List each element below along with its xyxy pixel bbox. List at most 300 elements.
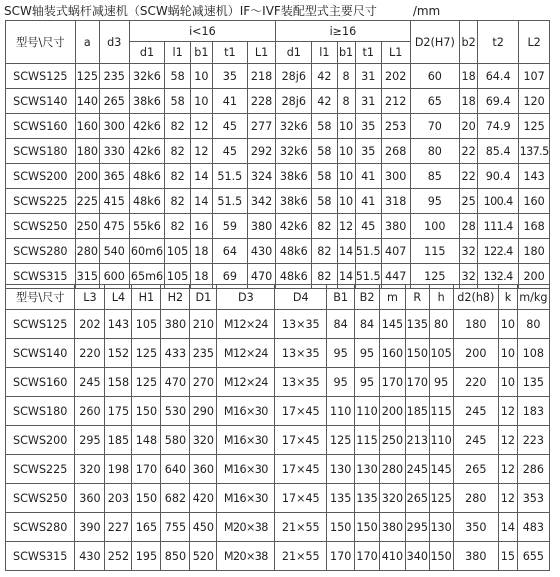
value-cell: 82 <box>312 239 337 264</box>
value-cell: 260 <box>75 397 105 426</box>
header-cell: k <box>499 285 518 310</box>
value-cell: 64 <box>212 239 247 264</box>
model-cell: SCWS225 <box>6 189 76 214</box>
value-cell: 110 <box>327 397 355 426</box>
value-cell: M20×38 <box>217 513 275 542</box>
value-cell: 48k6 <box>276 264 312 289</box>
model-cell: SCWS280 <box>6 239 76 264</box>
value-cell: 22 <box>460 139 478 164</box>
value-cell: 80 <box>517 310 549 339</box>
model-cell: SCWS160 <box>6 368 75 397</box>
value-cell: 140 <box>75 89 99 114</box>
value-cell: 180 <box>519 239 550 264</box>
value-cell: 150 <box>132 484 161 513</box>
value-cell: 12 <box>499 397 518 426</box>
value-cell: 42k6 <box>129 114 165 139</box>
value-cell: 32k6 <box>276 114 312 139</box>
header-cell: H2 <box>161 285 190 310</box>
value-cell: 380 <box>453 542 499 571</box>
header-cell: m/kg <box>517 285 549 310</box>
value-cell: 170 <box>405 368 429 397</box>
value-cell: 195 <box>132 542 161 571</box>
value-cell: 10 <box>190 64 212 89</box>
value-cell: 210 <box>190 310 217 339</box>
value-cell: 38k6 <box>276 164 312 189</box>
subheader-cell: b1 <box>337 42 355 64</box>
value-cell: 407 <box>381 239 410 264</box>
value-cell: 42 <box>312 89 337 114</box>
value-cell: 105 <box>165 239 190 264</box>
value-cell: 45 <box>212 139 247 164</box>
value-cell: 850 <box>161 542 190 571</box>
value-cell: 35 <box>355 114 381 139</box>
value-cell: 10 <box>499 368 518 397</box>
table-row <box>6 189 550 214</box>
value-cell: 175 <box>105 397 132 426</box>
value-cell: 10 <box>337 139 355 164</box>
value-cell: 51.5 <box>212 189 247 214</box>
value-cell: 10 <box>337 114 355 139</box>
value-cell: 252 <box>105 542 132 571</box>
value-cell: 158 <box>105 368 132 397</box>
value-cell: 32k6 <box>276 139 312 164</box>
value-cell: 82 <box>165 114 190 139</box>
value-cell: 160 <box>379 339 405 368</box>
value-cell: 125 <box>132 339 161 368</box>
value-cell: 125 <box>327 426 355 455</box>
value-cell: 82 <box>165 189 190 214</box>
value-cell: 32 <box>460 264 478 289</box>
value-cell: 470 <box>161 368 190 397</box>
group-header-ratio-low: i<16 <box>129 21 276 42</box>
value-cell: 95 <box>327 339 355 368</box>
value-cell: M16×30 <box>217 426 275 455</box>
value-cell: 185 <box>105 426 132 455</box>
value-cell: 315 <box>75 264 99 289</box>
value-cell: 245 <box>453 426 499 455</box>
value-cell: 59 <box>212 214 247 239</box>
value-cell: 540 <box>99 239 129 264</box>
value-cell: 110 <box>429 426 453 455</box>
value-cell: 600 <box>99 264 129 289</box>
value-cell: 280 <box>75 239 99 264</box>
value-cell: 80 <box>410 139 460 164</box>
value-cell: 82 <box>312 214 337 239</box>
value-cell: 148 <box>132 426 161 455</box>
value-cell: 125 <box>75 64 99 89</box>
group-header-ratio-high: i≥16 <box>276 21 410 42</box>
value-cell: 28 <box>460 214 478 239</box>
value-cell: 105 <box>429 339 453 368</box>
value-cell: 150 <box>327 513 355 542</box>
model-cell: SCWS180 <box>6 397 75 426</box>
table2-header-row <box>6 285 550 310</box>
header-cell: L3 <box>75 285 105 310</box>
value-cell: 198 <box>105 455 132 484</box>
value-cell: 15 <box>499 542 518 571</box>
value-cell: 12 <box>499 484 518 513</box>
value-cell: 31 <box>355 64 381 89</box>
value-cell: 318 <box>381 189 410 214</box>
value-cell: M12×24 <box>217 368 275 397</box>
dimension-table-2 <box>5 284 550 571</box>
value-cell: 21×55 <box>275 513 327 542</box>
value-cell: 200 <box>75 164 99 189</box>
value-cell: 28j6 <box>276 64 312 89</box>
value-cell: 380 <box>379 513 405 542</box>
value-cell: 12 <box>499 426 518 455</box>
value-cell: 324 <box>247 164 276 189</box>
value-cell: 10 <box>337 189 355 214</box>
value-cell: 13×35 <box>275 339 327 368</box>
model-cell: SCWS250 <box>6 214 76 239</box>
value-cell: 90.4 <box>478 164 519 189</box>
value-cell: 235 <box>99 64 129 89</box>
value-cell: 130 <box>429 513 453 542</box>
value-cell: 69 <box>212 264 247 289</box>
value-cell: 14 <box>499 513 518 542</box>
value-cell: 265 <box>405 484 429 513</box>
value-cell: 430 <box>247 239 276 264</box>
value-cell: 290 <box>190 397 217 426</box>
value-cell: 32 <box>460 239 478 264</box>
value-cell: 185 <box>405 397 429 426</box>
value-cell: 280 <box>453 484 499 513</box>
model-cell: SCWS140 <box>6 339 75 368</box>
value-cell: 82 <box>312 264 337 289</box>
value-cell: 135 <box>327 484 355 513</box>
value-cell: 380 <box>161 310 190 339</box>
value-cell: 360 <box>75 484 105 513</box>
value-cell: M12×24 <box>217 339 275 368</box>
value-cell: 320 <box>75 455 105 484</box>
value-cell: 365 <box>99 164 129 189</box>
value-cell: 17×45 <box>275 455 327 484</box>
value-cell: 105 <box>132 310 161 339</box>
value-cell: M16×30 <box>217 484 275 513</box>
value-cell: 202 <box>75 310 105 339</box>
subheader-cell: l1 <box>165 42 190 64</box>
value-cell: 58 <box>165 64 190 89</box>
value-cell: 58 <box>165 89 190 114</box>
value-cell: 60m6 <box>129 239 165 264</box>
value-cell: 430 <box>75 542 105 571</box>
value-cell: 150 <box>355 513 380 542</box>
unit-label: /mm <box>412 4 441 18</box>
value-cell: 580 <box>161 426 190 455</box>
subheader-cell: L1 <box>247 42 276 64</box>
value-cell: 292 <box>247 139 276 164</box>
value-cell: 82 <box>165 139 190 164</box>
header-cell: a <box>75 21 99 64</box>
value-cell: 135 <box>355 484 380 513</box>
value-cell: 42k6 <box>129 139 165 164</box>
value-cell: 84 <box>355 310 380 339</box>
value-cell: 483 <box>517 513 549 542</box>
value-cell: 227 <box>105 513 132 542</box>
table-row <box>6 64 550 89</box>
value-cell: 223 <box>517 426 549 455</box>
model-cell: SCWS125 <box>6 310 75 339</box>
value-cell: 65m6 <box>129 264 165 289</box>
value-cell: 18 <box>190 239 212 264</box>
value-cell: 132.4 <box>478 264 519 289</box>
value-cell: 143 <box>105 310 132 339</box>
value-cell: 245 <box>405 455 429 484</box>
value-cell: 225 <box>75 189 99 214</box>
model-header-cell: 型号\尺寸 <box>6 21 76 64</box>
value-cell: 228 <box>247 89 276 114</box>
value-cell: 38k6 <box>129 89 165 114</box>
table-row <box>6 139 550 164</box>
value-cell: 58 <box>312 164 337 189</box>
value-cell: 95 <box>429 368 453 397</box>
value-cell: 125 <box>519 114 550 139</box>
value-cell: 14 <box>190 189 212 214</box>
value-cell: 14 <box>190 164 212 189</box>
header-cell: d2(h8) <box>453 285 499 310</box>
value-cell: 60 <box>410 64 460 89</box>
value-cell: 85 <box>410 164 460 189</box>
model-cell: SCWS200 <box>6 164 76 189</box>
value-cell: 170 <box>355 542 380 571</box>
value-cell: M16×30 <box>217 397 275 426</box>
value-cell: 107 <box>519 64 550 89</box>
value-cell: 270 <box>190 368 217 397</box>
table-row <box>6 164 550 189</box>
header-cell: m <box>379 285 405 310</box>
value-cell: 21×55 <box>275 542 327 571</box>
value-cell: 150 <box>405 339 429 368</box>
value-cell: 170 <box>327 542 355 571</box>
value-cell: 145 <box>429 455 453 484</box>
value-cell: 80 <box>429 310 453 339</box>
value-cell: 13×35 <box>275 310 327 339</box>
value-cell: 17×45 <box>275 426 327 455</box>
model-cell: SCWS225 <box>6 455 75 484</box>
value-cell: 353 <box>517 484 549 513</box>
table-row <box>6 426 550 455</box>
value-cell: 100.4 <box>478 189 519 214</box>
value-cell: 105 <box>165 264 190 289</box>
value-cell: 100 <box>410 214 460 239</box>
header-cell: R <box>405 285 429 310</box>
table-row <box>6 114 550 139</box>
value-cell: 110 <box>355 397 380 426</box>
value-cell: 10 <box>337 164 355 189</box>
value-cell: 202 <box>381 64 410 89</box>
subheader-cell: t1 <box>355 42 381 64</box>
value-cell: 280 <box>379 455 405 484</box>
value-cell: 45 <box>212 114 247 139</box>
model-cell: SCWS280 <box>6 513 75 542</box>
value-cell: 295 <box>405 513 429 542</box>
value-cell: 25 <box>460 189 478 214</box>
model-header-cell: 型号\尺寸 <box>6 285 75 310</box>
header-cell: D4 <box>275 285 327 310</box>
value-cell: 10 <box>499 339 518 368</box>
table-row <box>6 89 550 114</box>
value-cell: 220 <box>75 339 105 368</box>
value-cell: 58 <box>312 189 337 214</box>
value-cell: 180 <box>75 139 99 164</box>
value-cell: 218 <box>247 64 276 89</box>
value-cell: 42k6 <box>276 214 312 239</box>
model-cell: SCWS315 <box>6 264 76 289</box>
header-cell: B2 <box>355 285 380 310</box>
value-cell: 125 <box>410 264 460 289</box>
value-cell: 390 <box>75 513 105 542</box>
value-cell: 111.4 <box>478 214 519 239</box>
subheader-cell: b1 <box>190 42 212 64</box>
value-cell: 320 <box>379 484 405 513</box>
value-cell: 380 <box>381 214 410 239</box>
value-cell: 330 <box>99 139 129 164</box>
value-cell: 12 <box>337 214 355 239</box>
value-cell: 115 <box>410 239 460 264</box>
value-cell: 35 <box>355 139 381 164</box>
value-cell: 55k6 <box>129 214 165 239</box>
value-cell: 38k6 <box>276 189 312 214</box>
header-cell: H1 <box>132 285 161 310</box>
header-cell: L2 <box>519 21 550 64</box>
value-cell: 152 <box>105 339 132 368</box>
header-cell: h <box>429 285 453 310</box>
value-cell: 17×45 <box>275 484 327 513</box>
value-cell: 530 <box>161 397 190 426</box>
value-cell: 41 <box>355 189 381 214</box>
value-cell: 410 <box>379 542 405 571</box>
value-cell: 14 <box>337 239 355 264</box>
value-cell: 10 <box>499 310 518 339</box>
value-cell: 115 <box>429 397 453 426</box>
value-cell: 265 <box>99 89 129 114</box>
value-cell: 200 <box>379 397 405 426</box>
value-cell: 69.4 <box>478 89 519 114</box>
value-cell: 51.5 <box>355 264 381 289</box>
value-cell: 48k6 <box>276 239 312 264</box>
value-cell: 203 <box>105 484 132 513</box>
value-cell: 17×45 <box>275 397 327 426</box>
value-cell: 160 <box>75 114 99 139</box>
value-cell: 137.5 <box>519 139 550 164</box>
value-cell: 12 <box>190 139 212 164</box>
value-cell: 51.5 <box>212 164 247 189</box>
value-cell: 268 <box>381 139 410 164</box>
value-cell: 235 <box>190 339 217 368</box>
value-cell: 183 <box>517 397 549 426</box>
model-cell: SCWS140 <box>6 89 76 114</box>
value-cell: 85.4 <box>478 139 519 164</box>
value-cell: 212 <box>381 89 410 114</box>
table-row <box>6 484 550 513</box>
value-cell: 360 <box>190 455 217 484</box>
header-cell: D3 <box>217 285 275 310</box>
value-cell: 520 <box>190 542 217 571</box>
value-cell: 340 <box>405 542 429 571</box>
value-cell: 265 <box>453 455 499 484</box>
value-cell: 48k6 <box>129 164 165 189</box>
value-cell: 160 <box>519 189 550 214</box>
value-cell: 125 <box>132 368 161 397</box>
value-cell: 380 <box>247 214 276 239</box>
value-cell: 31 <box>355 89 381 114</box>
value-cell: 250 <box>75 214 99 239</box>
value-cell: 640 <box>161 455 190 484</box>
value-cell: 165 <box>132 513 161 542</box>
value-cell: 32k6 <box>129 64 165 89</box>
value-cell: 84 <box>327 310 355 339</box>
value-cell: 200 <box>519 264 550 289</box>
table-row <box>6 455 550 484</box>
value-cell: 45 <box>355 214 381 239</box>
value-cell: 245 <box>75 368 105 397</box>
value-cell: 12 <box>190 114 212 139</box>
value-cell: 300 <box>381 164 410 189</box>
value-cell: 14 <box>337 264 355 289</box>
value-cell: 447 <box>381 264 410 289</box>
value-cell: 170 <box>132 455 161 484</box>
title-text: SCW轴装式蜗杆减速机（SCW蜗轮减速机）IF～IVF装配型式主要尺寸 <box>4 4 377 18</box>
value-cell: 135 <box>405 310 429 339</box>
value-cell: 64.4 <box>478 64 519 89</box>
value-cell: 115 <box>355 426 380 455</box>
value-cell: 51.5 <box>355 239 381 264</box>
value-cell: 213 <box>405 426 429 455</box>
header-cell: D2(H7) <box>410 21 460 64</box>
value-cell: 95 <box>355 368 380 397</box>
model-cell: SCWS200 <box>6 426 75 455</box>
value-cell: 108 <box>517 339 549 368</box>
value-cell: 655 <box>517 542 549 571</box>
table-row <box>6 339 550 368</box>
value-cell: 48k6 <box>129 189 165 214</box>
value-cell: 682 <box>161 484 190 513</box>
table-row <box>6 310 550 339</box>
header-cell: t2 <box>478 21 519 64</box>
value-cell: 18 <box>460 89 478 114</box>
value-cell: M16×30 <box>217 455 275 484</box>
value-cell: 41 <box>355 164 381 189</box>
header-cell: B1 <box>327 285 355 310</box>
header-cell: D1 <box>190 285 217 310</box>
value-cell: 475 <box>99 214 129 239</box>
value-cell: 35 <box>212 64 247 89</box>
value-cell: 28j6 <box>276 89 312 114</box>
value-cell: 22 <box>460 164 478 189</box>
value-cell: 320 <box>190 426 217 455</box>
table-row <box>6 239 550 264</box>
header-cell: b2 <box>460 21 478 64</box>
value-cell: 150 <box>132 397 161 426</box>
value-cell: 82 <box>165 214 190 239</box>
subheader-cell: d1 <box>276 42 312 64</box>
table-row <box>6 513 550 542</box>
value-cell: 65 <box>410 89 460 114</box>
value-cell: 415 <box>99 189 129 214</box>
value-cell: 300 <box>99 114 129 139</box>
value-cell: 420 <box>190 484 217 513</box>
value-cell: 130 <box>355 455 380 484</box>
value-cell: 95 <box>410 189 460 214</box>
value-cell: 433 <box>161 339 190 368</box>
value-cell: 41 <box>212 89 247 114</box>
value-cell: 13×35 <box>275 368 327 397</box>
value-cell: 135 <box>517 368 549 397</box>
value-cell: 250 <box>379 426 405 455</box>
value-cell: M20×38 <box>217 542 275 571</box>
value-cell: 125 <box>429 484 453 513</box>
